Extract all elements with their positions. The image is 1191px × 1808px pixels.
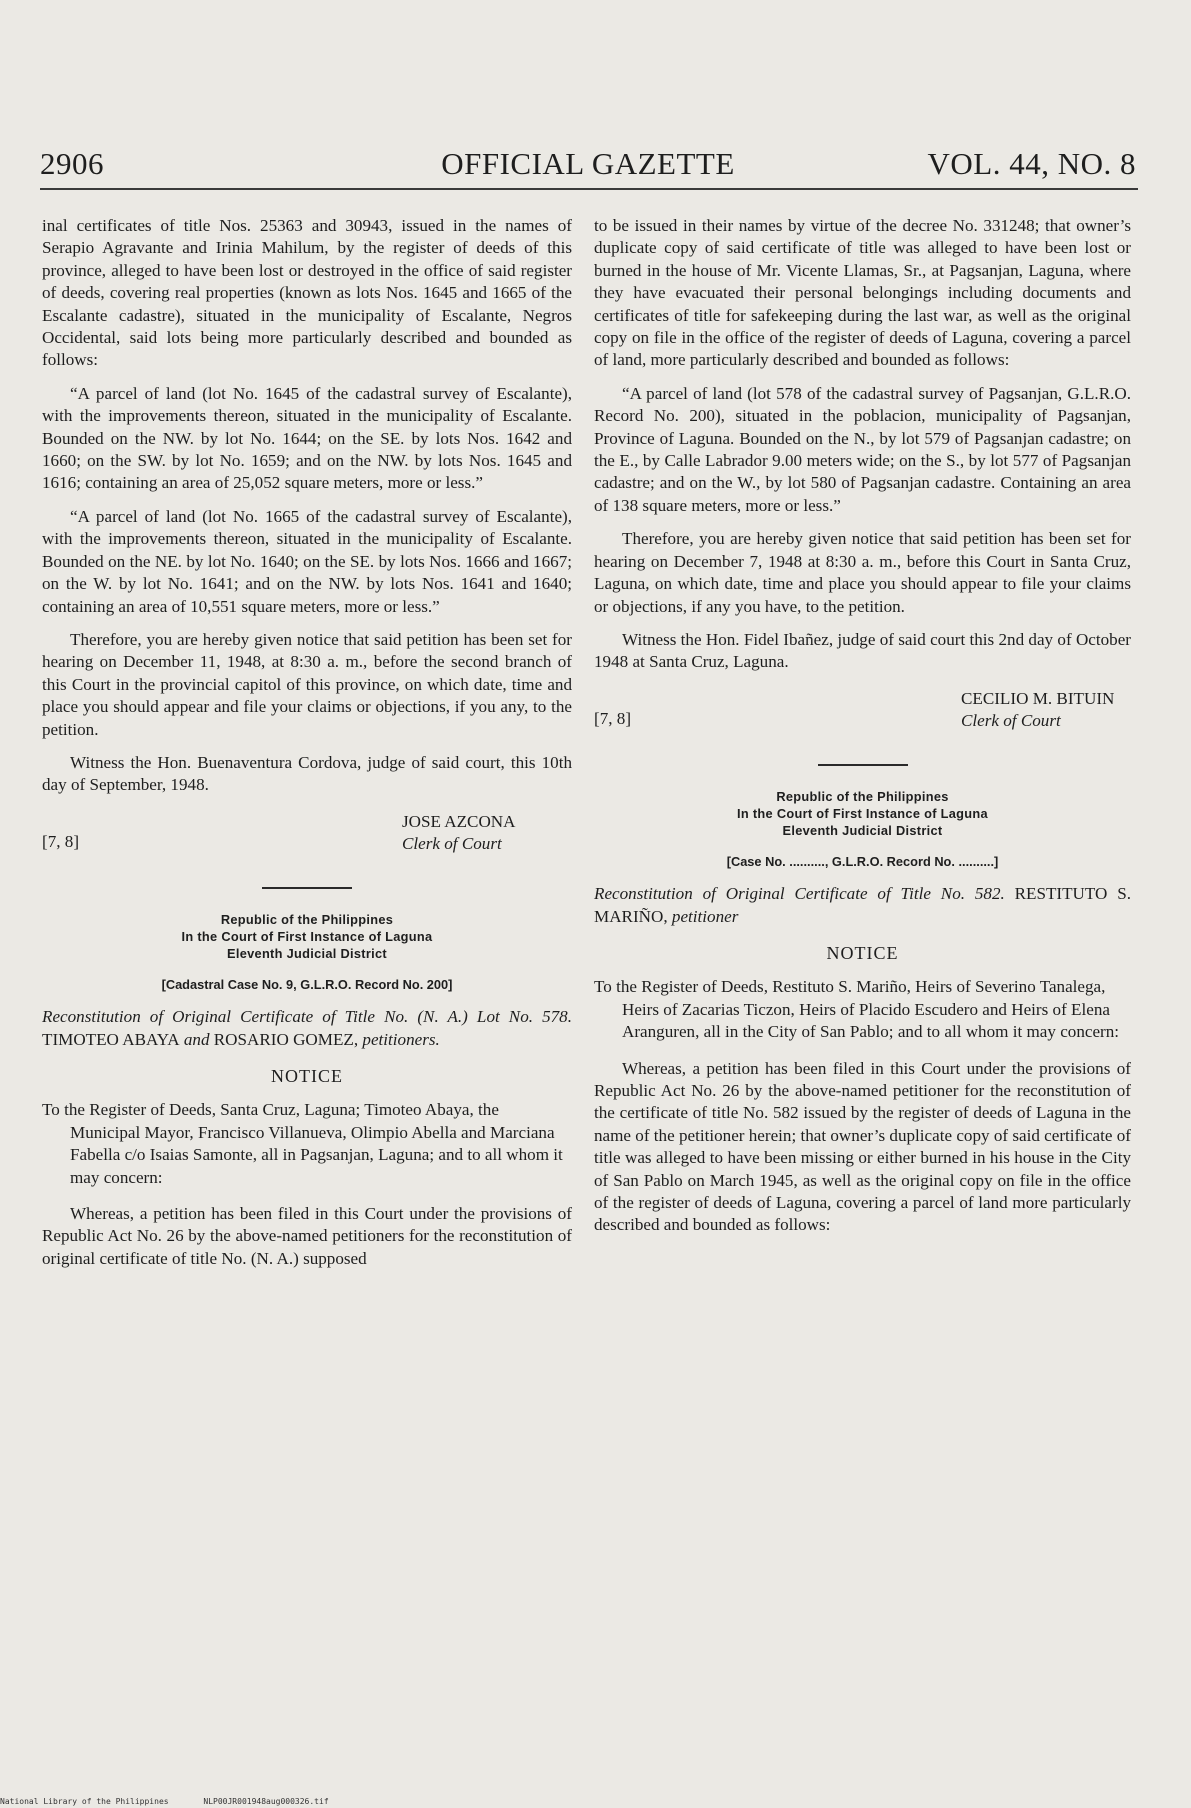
signatory-name: JOSE AZCONA [402, 811, 516, 831]
court-line: In the Court of First Instance of Laguna [181, 928, 433, 944]
court-line: Republic of the Philippines [220, 911, 394, 927]
section-divider [818, 764, 908, 766]
petitioner-name: RESTITUTO S. MARIÑO, [594, 884, 1131, 926]
page-header [40, 146, 1136, 186]
volume-number: VOL. 44, NO. 8 [927, 146, 1136, 181]
continuation-paragraph: to be issued in their names by virtue of the decree No. 331248; that owner’s duplicate copy of said certificate of title was alleged to have been lost or burned in the house of Mr. Vicente Llamas, Sr., at Pagsanjan, Laguna, where they have evacuated their personal belongings including documents and certificates of title for safekeeping during the last war, as well as the original copy on file in the office of the register of deeds of Laguna, covering a parcel of land, more particularly described and bounded as follows: [594, 216, 1131, 370]
notice-heading: NOTICE [271, 1065, 343, 1086]
right-column [594, 215, 1131, 1248]
hearing-notice-paragraph: Therefore, you are hereby given notice that said petition has been set for hearing on December 11, 1948, at 8:30 a. m., before the second branch of this Court in the provincial capitol of this province, on which date, time and place you should appear and file your claims or objections, if you any, to the petition. [42, 629, 572, 739]
case-number: [Case No. .........., G.L.R.O. Record No. ..........] [726, 853, 999, 869]
intro-paragraph: inal certificates of title Nos. 25363 and 30943, issued in the names of Serapio Agravante and Irinia Mahilum, by the register of deeds of this province, alleged to have been lost or destroyed in the office of said register of deeds, covering real properties (known as lots Nos. 1645 and 1665 of the Escalante cadastre), situated in the municipality of Escalante, Negros Occidental, said lots being more particularly described and bounded as follows: [42, 216, 572, 370]
reconstitution-title: Reconstitution of Original Certificate of Title No. 582. RESTITUTO S. MARIÑO, petitioner [594, 884, 1131, 926]
library-credit: National Library of the Philippines [0, 1797, 169, 1806]
witness-paragraph: Witness the Hon. Fidel Ibañez, judge of said court this 2nd day of October 1948 at Santa Cruz, Laguna. [594, 629, 1131, 672]
signature-block [594, 688, 1131, 734]
petitioner-name: TIMOTEO ABAYA [42, 1029, 180, 1049]
hearing-notice-paragraph: Therefore, you are hereby given notice that said petition has been set for hearing on December 7, 1948 at 8:30 a. m., before this Court in Santa Cruz, Laguna, on which date, time and place you should appear to file your claims or objections, if any you have, to the petition. [594, 529, 1131, 616]
parcel-description-1645: “A parcel of land (lot No. 1645 of the cadastral survey of Escalante), with the improvements thereon, situated in the municipality of Escalante. Bounded on the NW. by lot No. 1644; on the SE. by lots Nos. 1642 and 1660; on the SW. by lot No. 1659; and on the NW. by lots Nos. 1645 and 1616; containing an area of 25,052 square meters, more or less.” [42, 383, 572, 493]
witness-paragraph: Witness the Hon. Buenaventura Cordova, judge of said court, this 10th day of September, 1948. [42, 752, 572, 795]
scan-footer [0, 1797, 359, 1806]
parcel-description-1665: “A parcel of land (lot No. 1665 of the cadastral survey of Escalante), with the improvements thereon, situated in the municipality of Escalante. Bounded on the NE. by lot No. 1640; on the SE. by lots Nos. 1666 and 1667; on the W. by lot No. 1641; and on the NW. by lots Nos. 1641 and 1640; containing an area of 10,551 square meters, more or less.” [42, 506, 572, 616]
court-line: In the Court of First Instance of Laguna [737, 805, 988, 821]
signature-block [42, 811, 572, 857]
court-line: Eleventh Judicial District [227, 945, 387, 961]
left-column [42, 215, 572, 1281]
header-rule [40, 188, 1138, 190]
notice-address: To the Register of Deeds, Restituto S. Mariño, Heirs of Severino Tanalega, Heirs of Zacarias Ticzon, Heirs of Placido Escudero and Heirs of Elena Aranguren, all in the City of San Pablo; and to all whom it may concern: [594, 977, 1120, 1042]
petitioner-name: ROSARIO GOMEZ, [213, 1029, 359, 1049]
notice-heading: NOTICE [826, 942, 899, 963]
publication-title: OFFICIAL GAZETTE [441, 146, 735, 181]
court-line: Eleventh Judicial District [782, 822, 943, 838]
page-number: 2906 [40, 146, 104, 181]
parcel-description-578: “A parcel of land (lot 578 of the cadastral survey of Pagsanjan, G.L.R.O. Record No. 200), situated in the poblacion, municipality of Pagsanjan, Province of Laguna. Bounded on the N., by lot 579 of Pagsanjan cadastre; on the E., by Calle Labrador 9.00 meters wide; on the S., by lot 577 of Pagsanjan cadastre; and on the W., by lot 580 of Pagsanjan cadastre. Containing an area of 138 square meters, more or less.” [594, 383, 1131, 515]
reconstitution-title: Reconstitution of Original Certificate of Title No. (N. A.) Lot No. 578. TIMOTEO ABAYA and ROSARIO GOMEZ, petitioners. [42, 1007, 572, 1049]
court-heading [42, 911, 572, 962]
signatory-title: Clerk of Court [961, 710, 1061, 730]
case-number: [Cadastral Case No. 9, G.L.R.O. Record No. 200] [161, 976, 453, 992]
whereas-paragraph: Whereas, a petition has been filed in this Court under the provisions of Republic Act No. 26 by the above-named petitioners for the reconstitution of original certificate of title No. (N. A.) supposed [42, 1204, 572, 1268]
scan-filename: NLP00JR001948aug000326.tif [203, 1797, 329, 1806]
court-line: Republic of the Philippines [776, 788, 949, 804]
court-heading [594, 788, 1131, 839]
signatory-title: Clerk of Court [402, 833, 502, 853]
issue-reference: [7, 8] [594, 708, 632, 728]
notice-address: To the Register of Deeds, Santa Cruz, Laguna; Timoteo Abaya, the Municipal Mayor, Francisco Villanueva, Olimpio Abella and Marciana Fabella c/o Isaias Samonte, all in Pagsanjan, Laguna; and to all whom it may concern: [42, 1100, 563, 1187]
whereas-paragraph: Whereas, a petition has been filed in this Court under the provisions of Republic Act No. 26 by the above-named petitioner for the reconstitution of the certificate of title No. 582 issued by the register of deeds of Laguna in the name of the petitioner herein; that owner’s duplicate copy of said certificate of title was alleged to have been missing or either burned in his house in the City of San Pablo on March 1945, as well as the original copy on file in the office of the register of deeds of Laguna, covering a parcel of land more particularly described and bounded as follows: [594, 1058, 1131, 1235]
issue-reference: [7, 8] [42, 831, 80, 851]
signatory-name: CECILIO M. BITUIN [961, 688, 1115, 708]
section-divider [262, 887, 352, 889]
